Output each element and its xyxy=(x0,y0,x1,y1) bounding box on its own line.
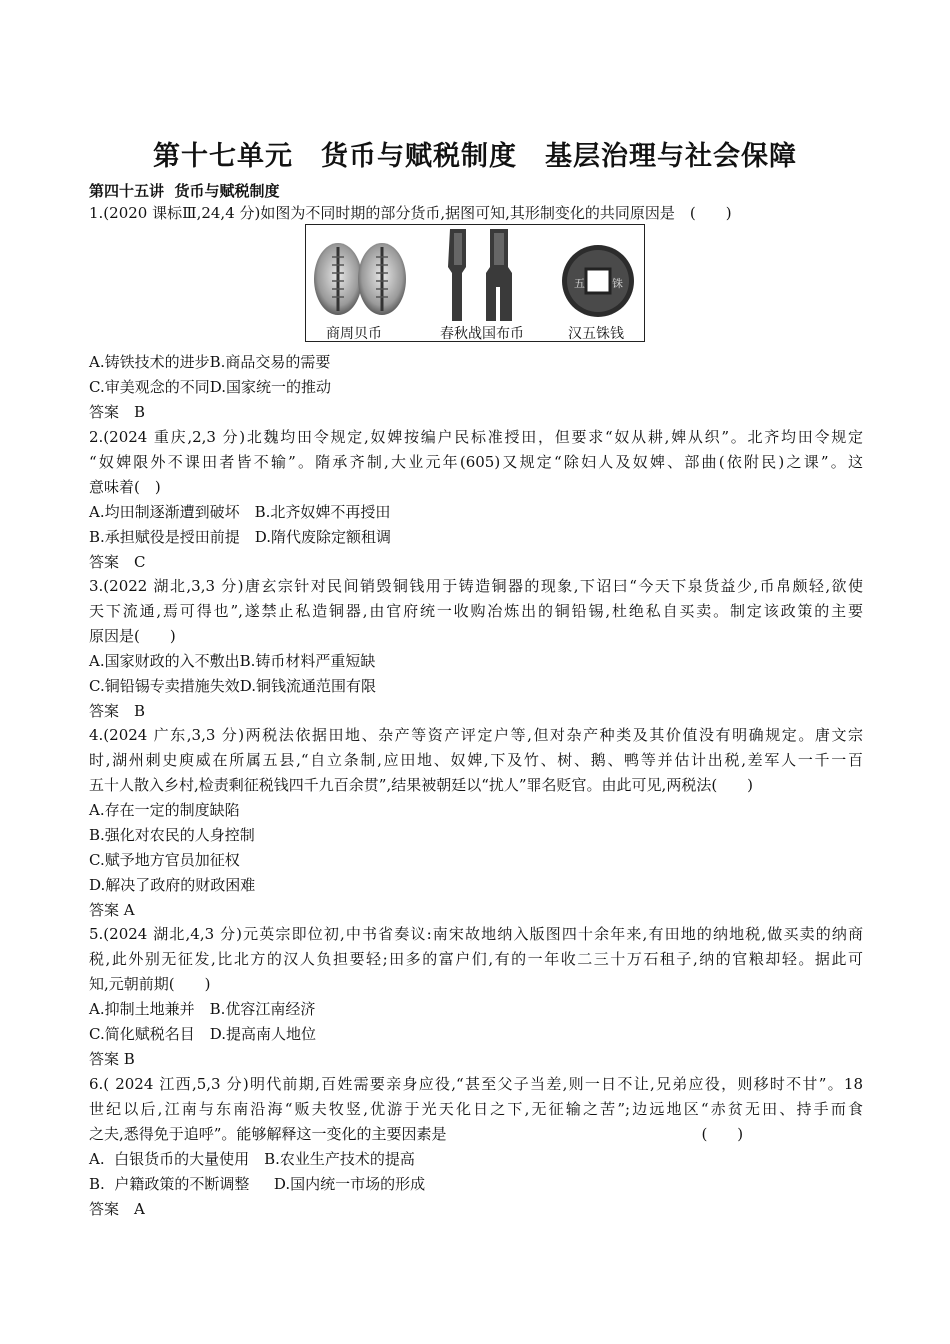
wuzhu-coin-image xyxy=(560,243,636,319)
question-3-stem: 原因是( ) xyxy=(89,627,176,645)
spade-coin-image xyxy=(444,227,518,323)
question-2-stem: 2.(2024 重庆,2,3 分)北魏均田令规定,奴婢按编户民标准授田，但要求“奴从耕,婢从织”。北齐均田令规定 xyxy=(89,428,863,446)
question-5-option-line: A.抑制土地兼并 B.优容江南经济 xyxy=(89,1000,316,1018)
question-2-option-line: B.承担赋役是授田前提 D.隋代废除定额租调 xyxy=(89,528,392,546)
question-1-answer: 答案 B xyxy=(89,403,146,421)
question-6-stem: 之夫,悉得免于追呼”。能够解释这一变化的主要因素是 ( ) xyxy=(89,1125,744,1143)
currency-figure xyxy=(305,224,645,342)
question-4-option: D.解决了政府的财政困难 xyxy=(89,876,256,894)
question-2-option-line: A.均田制逐渐遭到破坏 B.北齐奴婢不再授田 xyxy=(89,503,391,521)
question-2-stem: 意味着( ) xyxy=(89,478,161,496)
question-3-option-line: C.铜铅锡专卖措施失效D.铜钱流通范围有限 xyxy=(89,677,376,695)
question-3-option-line: A.国家财政的入不敷出B.铸币材料严重短缺 xyxy=(89,652,376,670)
question-4-option: C.赋予地方官员加征权 xyxy=(89,851,240,869)
question-3-answer: 答案 B xyxy=(89,702,146,720)
question-6-stem: 世纪以后,江南与东南沿海“贩夫牧竖,优游于光天化日之下,无征输之苦”;边远地区“赤贫无田、持手而食 xyxy=(89,1100,863,1118)
question-4-answer: 答案 A xyxy=(89,901,135,919)
question-6-option-line: B. 户籍政策的不断调整 D.国内统一市场的形成 xyxy=(89,1175,426,1193)
question-5-stem: 知,元朝前期( ) xyxy=(89,975,211,993)
question-6-option-line: A. 白银货币的大量使用 B.农业生产技术的提高 xyxy=(89,1150,415,1168)
question-4-stem: 时,湖州刺史庾威在所属五县,“自立条制,应田地、奴婢,下及竹、树、鹅、鸭等并估计出税,差军人一千一百 xyxy=(89,751,863,769)
caption-spade-coin: 春秋战国布币 xyxy=(440,326,524,342)
question-5-option-line: C.简化赋税名目 D.提高南人地位 xyxy=(89,1025,316,1043)
svg-text:铢: 铢 xyxy=(612,277,623,290)
question-3-stem: 天下流通,焉可得也”,遂禁止私造铜器,由官府统一收购冶炼出的铜铅锡,杜绝私自买卖。制定该政策的主要 xyxy=(89,602,863,620)
question-1-stem: 1.(2020 课标Ⅲ,24,4 分)如图为不同时期的部分货币,据图可知,其形制变化的共同原因是 ( ) xyxy=(89,204,732,222)
shell-coin-image xyxy=(306,233,416,321)
question-1-option-line: A.铸铁技术的进步B.商品交易的需要 xyxy=(89,353,331,371)
question-4-option: A.存在一定的制度缺陷 xyxy=(89,801,240,819)
question-5-stem: 5.(2024 湖北,4,3 分)元英宗即位初,中书省奏议:南宋故地纳入版图四十余年来,有田地的纳地税,做买卖的纳商 xyxy=(89,925,863,943)
question-5-answer: 答案 B xyxy=(89,1050,135,1068)
question-1-option-line: C.审美观念的不同D.国家统一的推动 xyxy=(89,378,331,396)
question-2-answer: 答案 C xyxy=(89,553,146,571)
lecture-title: 第四十五讲 货币与赋税制度 xyxy=(89,182,280,200)
question-6-stem: 6.( 2024 江西,5,3 分)明代前期,百姓需要亲身应役,“甚至父子当差,则一日不让,兄弟应役，则移时不甘”。18 xyxy=(89,1075,863,1093)
question-5-stem: 税,此外别无征发,比北方的汉人负担要轻;田多的富户们,有的一年收二三十万石租子,纳的官粮却轻。据此可 xyxy=(89,950,863,968)
caption-shell-coin: 商周贝币 xyxy=(326,326,382,342)
question-3-stem: 3.(2022 湖北,3,3 分)唐玄宗针对民间销毁铜钱用于铸造铜器的现象,下诏曰“今天下泉货益少,币帛颇轻,欲使 xyxy=(89,577,863,595)
svg-text:五: 五 xyxy=(574,277,585,290)
caption-wuzhu-coin: 汉五铢钱 xyxy=(568,326,624,342)
question-2-stem: “奴婢限外不课田者皆不输”。隋承齐制,大业元年(605)又规定“除妇人及奴婢、部曲(依附民)之课”。这 xyxy=(89,453,863,471)
question-6-answer: 答案 A xyxy=(89,1200,145,1218)
question-4-stem: 4.(2024 广东,3,3 分)两税法依据田地、杂产等资产评定户等,但对杂产种类及其价值没有明确规定。唐文宗 xyxy=(89,726,863,744)
question-4-option: B.强化对农民的人身控制 xyxy=(89,826,255,844)
unit-title: 第十七单元 货币与赋税制度 基层治理与社会保障 xyxy=(153,141,797,172)
question-4-stem: 五十人散入乡村,检责剩征税钱四千九百余贯”,结果被朝廷以“扰人”罪名贬官。由此可见,两税法( ) xyxy=(89,776,754,794)
